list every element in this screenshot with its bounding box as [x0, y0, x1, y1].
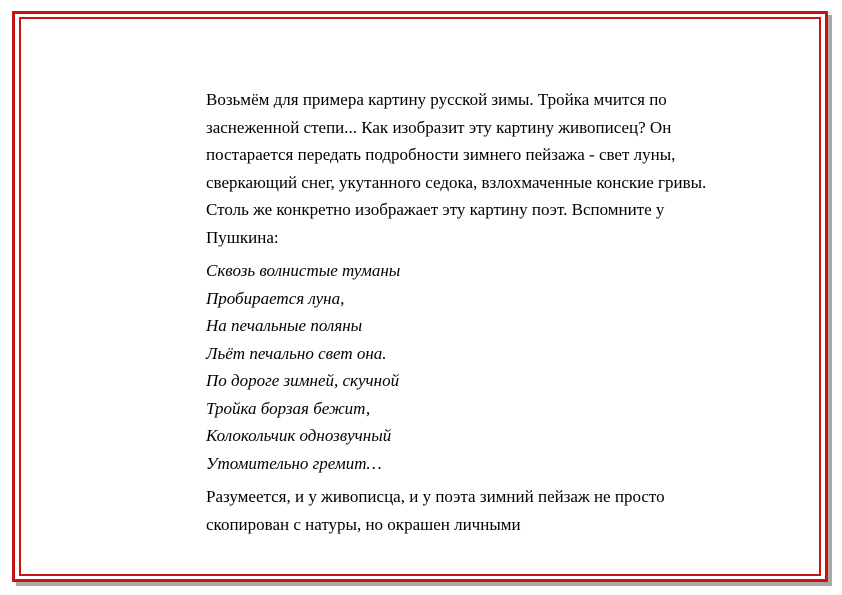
poem-line: Пробирается луна,	[206, 288, 345, 308]
poem-line: Колокольчик однозвучный	[206, 426, 392, 445]
slide-content	[206, 86, 726, 538]
poem-line: На печальные поляны	[206, 316, 363, 335]
poem-line: Льёт печально свет она.	[206, 343, 387, 363]
frame-shadow-bottom	[16, 582, 832, 586]
poem-line: Тройка борзая бежит,	[206, 398, 371, 418]
closing-paragraph: Разумеется, и у живописца, и у поэта зимний пейзаж не просто скопирован с натуры, но окрашен личными	[206, 487, 665, 534]
poem-line: По дороге зимней, скучной	[206, 371, 400, 390]
poem-line: Сквозь волнистые туманы	[206, 261, 401, 280]
frame-shadow-right	[828, 15, 832, 586]
intro-paragraph: Возьмём для примера картину русской зимы. Тройка мчится по заснеженной степи... Как изобразит эту картину живописец? Он постарается передать подробности зимнего пейзажа - свет луны, сверкающий снег, укутанного седока, взлохмаченные конские гривы. Столь же конкретно изображает эту картину поэт. Вспомните у Пушкина:	[206, 90, 707, 247]
poem-quote	[206, 257, 726, 477]
poem-line: Утомительно гремит…	[206, 453, 382, 473]
